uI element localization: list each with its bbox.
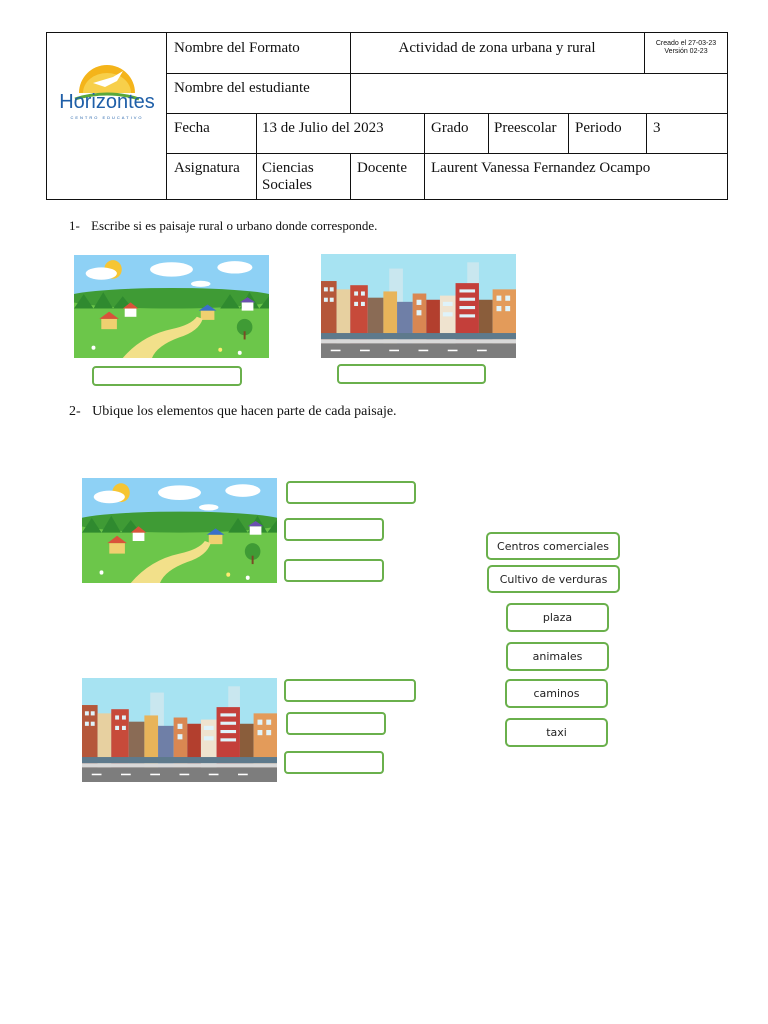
question-2-text: Ubique los elementos que hacen parte de cada paisaje.: [92, 404, 397, 419]
question-1-number: 1-: [69, 218, 80, 233]
urban-landscape-image: [321, 254, 516, 358]
rural-landscape-image-2: [82, 478, 277, 583]
divider: [166, 113, 727, 114]
logo-text: Horizontes: [59, 91, 155, 113]
period-label: Periodo: [575, 120, 622, 136]
option-caminos[interactable]: caminos: [505, 679, 608, 708]
option-centros-comerciales[interactable]: Centros comerciales: [486, 532, 620, 560]
question-1: [69, 218, 377, 234]
divider: [646, 113, 647, 153]
urban-element-box-1[interactable]: [284, 679, 416, 702]
grade-value: Preescolar: [494, 120, 557, 136]
option-animales[interactable]: animales: [506, 642, 609, 671]
divider: [166, 153, 727, 154]
divider: [644, 33, 645, 73]
urban-element-box-2[interactable]: [286, 712, 386, 735]
question-2-number: 2-: [69, 404, 81, 419]
grade-label: Grado: [431, 120, 469, 136]
teacher-label: Docente: [357, 160, 407, 176]
option-plaza[interactable]: plaza: [506, 603, 609, 632]
urban-landscape-image-2: [82, 678, 277, 782]
divider: [424, 113, 425, 199]
version: Versión 02-23: [664, 48, 708, 55]
option-cultivo-de-verduras[interactable]: Cultivo de verduras: [487, 565, 620, 593]
rural-landscape-image: [74, 255, 269, 358]
created-date: Creado el 27-03-23: [655, 40, 717, 47]
logo-tagline: CENTRO EDUCATIVO: [70, 115, 144, 120]
format-value: Actividad de zona urbana y rural: [398, 40, 596, 56]
rural-element-box-1[interactable]: [286, 481, 416, 504]
divider: [488, 113, 489, 153]
rural-element-box-2[interactable]: [284, 518, 384, 541]
question-2: [69, 404, 397, 420]
divider: [166, 33, 167, 199]
divider: [256, 113, 257, 199]
date-label: Fecha: [174, 120, 210, 136]
student-field[interactable]: [358, 80, 718, 100]
question-1-text: Escribe si es paisaje rural o urbano donde corresponde.: [91, 218, 378, 233]
answer-box-urban[interactable]: [337, 364, 486, 384]
option-taxi[interactable]: taxi: [505, 718, 608, 747]
format-label: Nombre del Formato: [174, 40, 300, 56]
divider: [568, 113, 569, 153]
student-label: Nombre del estudiante: [174, 80, 310, 96]
header-table: [46, 32, 728, 200]
divider: [350, 153, 351, 199]
subject-value: Ciencias Sociales: [262, 160, 314, 193]
teacher-value: Laurent Vanessa Fernandez Ocampo: [431, 160, 651, 176]
urban-element-box-3[interactable]: [284, 751, 384, 774]
rural-element-box-3[interactable]: [284, 559, 384, 582]
period-value: 3: [653, 120, 661, 136]
divider: [166, 73, 727, 74]
answer-box-rural[interactable]: [92, 366, 242, 386]
subject-label: Asignatura: [174, 160, 240, 176]
logo: [53, 53, 161, 143]
date-value: 13 de Julio del 2023: [262, 120, 384, 136]
